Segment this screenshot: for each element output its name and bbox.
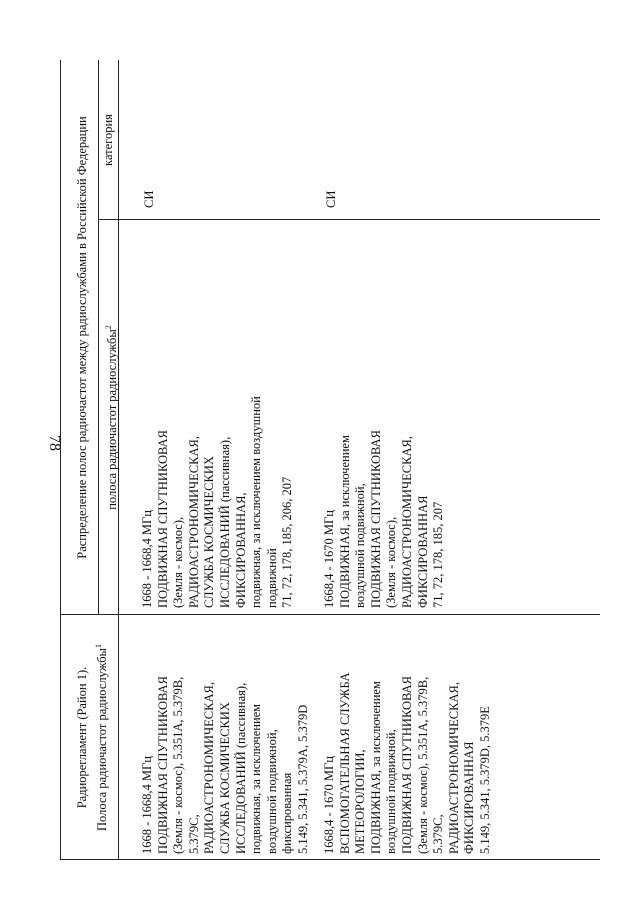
header-rf-band: полоса радиочастот радиослужбы$^2$ — [104, 325, 120, 510]
rotated-table — [60, 60, 600, 860]
header-group-title: Распределение полос радиочастот между радиослужбами в Российской Федерации — [75, 116, 89, 559]
header-rr-title: Радиорегламент (Район 1). — [75, 666, 89, 809]
row-1-rr-cell: 1668 - 1668,4 МГц ПОДВИЖНАЯ СПУТНИКОВАЯ (Земля - космос), 5.351А, 5.379В, 5.379С, РАДИОАСТРОНОМИЧЕСКАЯ, СЛУЖБА КОСМИЧЕСКИХ ИССЛЕДОВАНИЙ (пассивная), подвижная, за исключением воздушной подвижной, фиксированная 5.149, 5.341, 5.379А, 5.379D — [140, 676, 310, 854]
column-divider-1 — [60, 614, 600, 615]
row-2-rf-cell: 1668,4 - 1670 МГц ПОДВИЖНАЯ, за исключением воздушной подвижной, ПОДВИЖНАЯ СПУТНИКОВАЯ (Земля - космос), РАДИОАСТРОНОМИЧЕСКАЯ, ФИКСИРОВАННАЯ 71, 72, 178, 185, 207 — [322, 430, 446, 608]
row-1-category: СИ — [142, 190, 156, 208]
row-2-category: СИ — [324, 190, 338, 208]
table-top-border — [60, 60, 61, 860]
page-number: 78 — [46, 435, 63, 451]
header-rr-subtitle: Полоса радиочастот радиослужбы$^1$ — [94, 644, 110, 831]
column-divider-2 — [98, 219, 600, 220]
row-1-rf-cell: 1668 - 1668,4 МГц ПОДВИЖНАЯ СПУТНИКОВАЯ (Земля - космос), РАДИОАСТРОНОМИЧЕСКАЯ, СЛУЖБА КОСМИЧЕСКИХ ИССЛЕДОВАНИЙ (пассивная), ФИКСИРОВАННАЯ, подвижная, за исключением воздушной подвижной 71, 72, 178, 185, 206, 207 — [140, 396, 295, 608]
row-2-rr-cell: 1668,4 - 1670 МГц ВСПОМОГАТЕЛЬНАЯ СЛУЖБА МЕТЕОРОЛОГИИ, ПОДВИЖНАЯ, за исключением воздушной подвижной, ПОДВИЖНАЯ СПУТНИКОВАЯ (Земля - космос), 5.351А, 5.379В, 5.379С, РАДИОАСТРОНОМИЧЕСКАЯ, ФИКСИРОВАННАЯ 5.149, 5.341, 5.379D, 5.379E — [322, 672, 492, 854]
table-left-border — [60, 859, 600, 860]
group-header-divider — [98, 60, 99, 615]
header-category: категория — [101, 114, 115, 166]
